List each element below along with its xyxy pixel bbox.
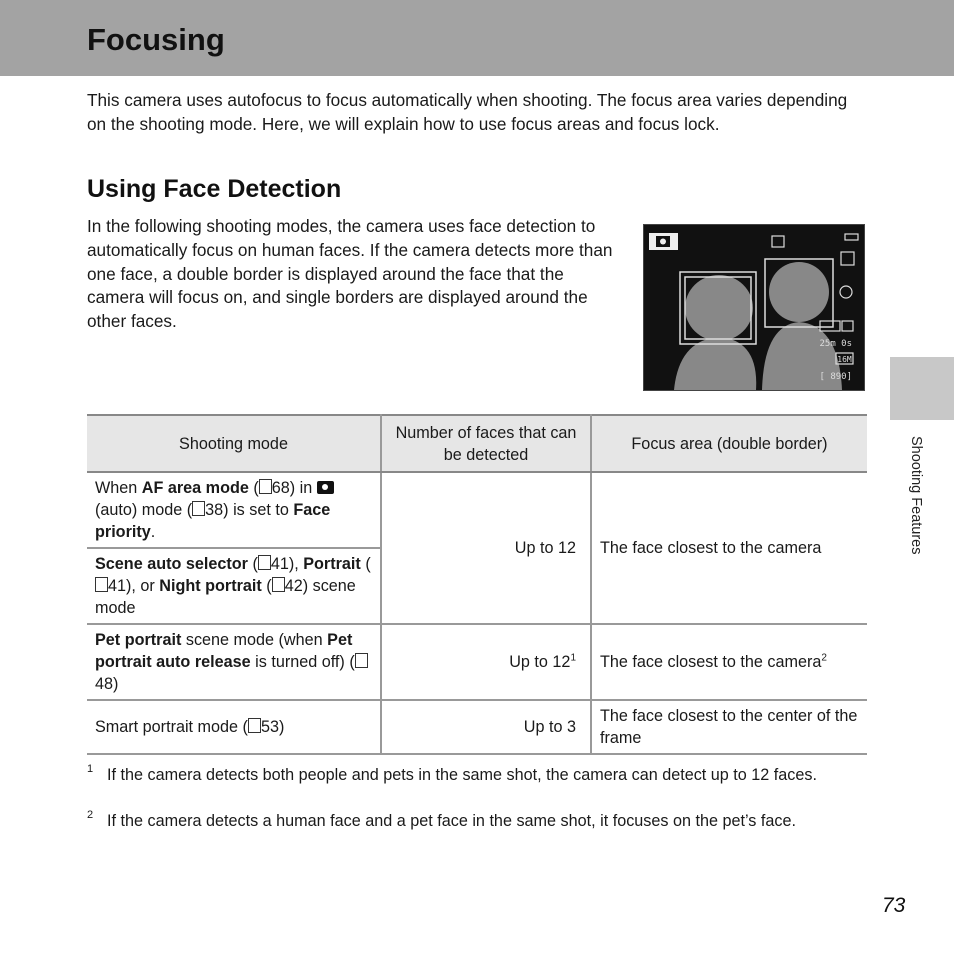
mode-text: 53) — [260, 718, 285, 736]
mode-cell — [87, 548, 381, 624]
motion-detection-icon — [840, 286, 852, 298]
mode-name-bold: Night portrait — [159, 577, 262, 595]
page-ref-icon — [259, 479, 272, 494]
page-ref-icon — [95, 577, 108, 592]
image-size: 16M — [837, 355, 852, 364]
page-number: 73 — [882, 894, 906, 917]
face-left — [685, 275, 753, 341]
mode-name-bold: AF area mode — [141, 479, 249, 497]
mode-text: ( — [248, 479, 259, 497]
mode-text: is turned off) ( — [250, 653, 355, 671]
table-row — [87, 624, 867, 700]
exposures-remaining: [ 890] — [819, 372, 852, 382]
chapter-label: Shooting Features — [908, 436, 924, 555]
vr-icon — [841, 252, 854, 265]
intro-paragraph: This camera uses autofocus to focus automatically when shooting. The focus area varies depending on the shooting mode. Here, we will explain how to use focus areas and focus lock. — [87, 90, 848, 134]
face-detection-table — [87, 414, 867, 755]
mode-text: 68) in — [271, 479, 317, 497]
header-shooting-mode: Shooting mode — [87, 415, 381, 472]
mode-text: ( — [360, 555, 371, 573]
mode-text: 42) scene mode — [95, 577, 356, 617]
mode-name-bold: Portrait — [303, 555, 361, 573]
focus-cell: The face closest to the camera$^2$ — [591, 624, 867, 700]
mode-text: 41), or — [108, 577, 160, 595]
page-title: Focusing — [87, 22, 225, 57]
footnote-ref: 2 — [821, 652, 827, 664]
mode-name-bold: Scene auto selector — [95, 555, 248, 573]
focus-cell: The face closest to the camera — [591, 472, 867, 624]
section-body: In the following shooting modes, the camera uses face detection to automatically focus on human faces. If the camera detects more than one face, a double border is displayed around the face that the camera will focus on, and single borders are displayed around the other faces. — [87, 216, 613, 332]
faces-cell: Up to 12 — [381, 472, 591, 624]
mode-text: When — [95, 479, 142, 497]
mode-text: 38) is set to — [205, 501, 294, 519]
mode-name-bold: Pet portrait — [95, 631, 182, 649]
mode-text: 41), — [270, 555, 304, 573]
mode-name-bold: Pet portrait auto release — [95, 631, 353, 671]
movie-edit-icon — [772, 236, 784, 247]
table-header-row — [87, 415, 867, 472]
mode-text: Smart portrait mode ( — [95, 718, 248, 736]
section-heading: Using Face Detection — [87, 175, 342, 203]
body-left — [674, 337, 756, 390]
table-row — [87, 700, 867, 754]
movie-quality-icon — [820, 321, 840, 331]
mode-text: scene mode (when — [181, 631, 328, 649]
page-ref-icon — [272, 577, 285, 592]
table-row — [87, 472, 867, 548]
footnote-ref: 1 — [570, 652, 576, 664]
mode-text: (auto) mode ( — [95, 501, 193, 519]
mode-cell — [87, 700, 381, 754]
remaining-time: 25m 0s — [819, 339, 852, 349]
mode-text: ( — [247, 555, 258, 573]
header-faces-detected: Number of faces that can be detected — [381, 415, 591, 472]
mode-text: . — [150, 523, 156, 541]
mode-name-bold: Face priority — [95, 501, 331, 541]
mode-text: ( — [261, 577, 272, 595]
face-right — [769, 262, 829, 322]
faces-cell: Up to 3 — [381, 700, 591, 754]
footnote-2: 2 If the camera detects a human face and a pet face in the same shot, it focuses on the pet’s face. — [87, 809, 796, 830]
header-focus-area: Focus area (double border) — [591, 415, 867, 472]
camera-mode-icon — [649, 233, 678, 250]
page-ref-icon — [355, 653, 368, 668]
faces-cell: Up to $12^1$ — [381, 624, 591, 700]
focus-cell: The face closest to the center of the frame — [591, 700, 867, 754]
page-ref-icon — [248, 718, 261, 733]
mode-cell — [87, 624, 381, 700]
camera-monitor-illustration — [643, 224, 865, 391]
page-ref-icon — [258, 555, 271, 570]
chapter-tab — [890, 357, 954, 420]
battery-icon — [845, 234, 858, 240]
mode-cell — [87, 472, 381, 548]
footnote-1: 1 If the camera detects both people and pets in the same shot, the camera can detect up to 12 faces. — [87, 763, 817, 784]
page-ref-icon — [192, 501, 205, 516]
auto-mode-camera-icon — [317, 481, 334, 494]
mode-text: 48) — [95, 675, 119, 693]
